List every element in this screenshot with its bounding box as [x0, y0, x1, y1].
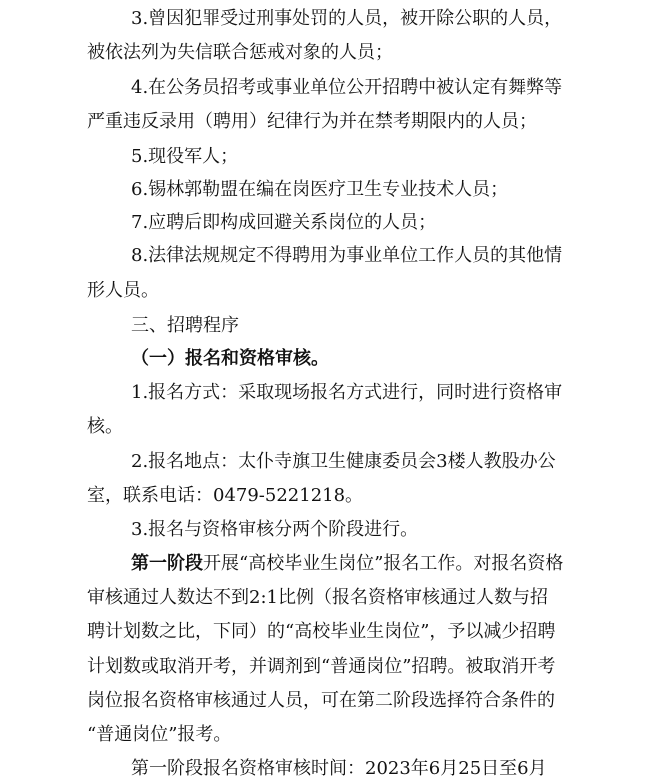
item-4-line-1: 4.在公务员招考或事业单位公开招聘中被认定有舞弊等 [131, 77, 563, 98]
item-3-line-2: 被依法列为失信联合惩戒对象的人员； [87, 42, 393, 63]
item-6: 6.锡林郭勒盟在编在岗医疗卫生专业技术人员； [131, 179, 509, 200]
stage-1-lead: 第一阶段 [131, 553, 203, 574]
stage-1-time: 第一阶段报名资格审核时间：2023年6月25日至6月 [131, 758, 547, 779]
item-8-line-1: 8.法律法规规定不得聘用为事业单位工作人员的其他情 [131, 245, 563, 266]
stage-1-line-6: “普通岗位”报考。 [87, 724, 232, 745]
item-7: 7.应聘后即构成回避关系岗位的人员； [131, 212, 437, 233]
item-5: 5.现役军人； [131, 146, 239, 167]
subsection-1-title: （一）报名和资格审核。 [131, 348, 329, 369]
stage-1-line-4: 计划数或取消开考，并调剂到“普通岗位”招聘。被取消开考 [87, 656, 556, 677]
item-8-line-2: 形人员。 [87, 280, 159, 301]
paragraph-1-line-1: 1.报名方式：采取现场报名方式进行，同时进行资格审 [131, 382, 563, 403]
paragraph-3: 3.报名与资格审核分两个阶段进行。 [131, 519, 419, 540]
stage-1-line-5: 岗位报名资格审核通过人员，可在第二阶段选择符合条件的 [87, 690, 555, 711]
paragraph-2-line-1: 2.报名地点：太仆寺旗卫生健康委员会3楼人教股办公 [131, 451, 556, 472]
stage-1-line-1-rest: 开展“高校毕业生岗位”报名工作。对报名资格 [203, 553, 564, 574]
item-3-line-1: 3.曾因犯罪受过刑事处罚的人员，被开除公职的人员， [131, 8, 563, 29]
section-3-title: 三、招聘程序 [131, 315, 239, 336]
paragraph-2-line-2: 室，联系电话：0479-5221218。 [87, 485, 364, 506]
paragraph-1-line-2: 核。 [87, 416, 123, 437]
stage-1-line-3: 聘计划数之比，下同）的“高校毕业生岗位”，予以减少招聘 [87, 621, 556, 642]
stage-1-line-2: 审核通过人数达不到2:1比例（报名资格审核通过人数与招 [87, 587, 548, 608]
item-4-line-2: 严重违反录用（聘用）纪律行为并在禁考期限内的人员； [87, 111, 537, 132]
stage-1-line-1 [0, 553, 655, 575]
